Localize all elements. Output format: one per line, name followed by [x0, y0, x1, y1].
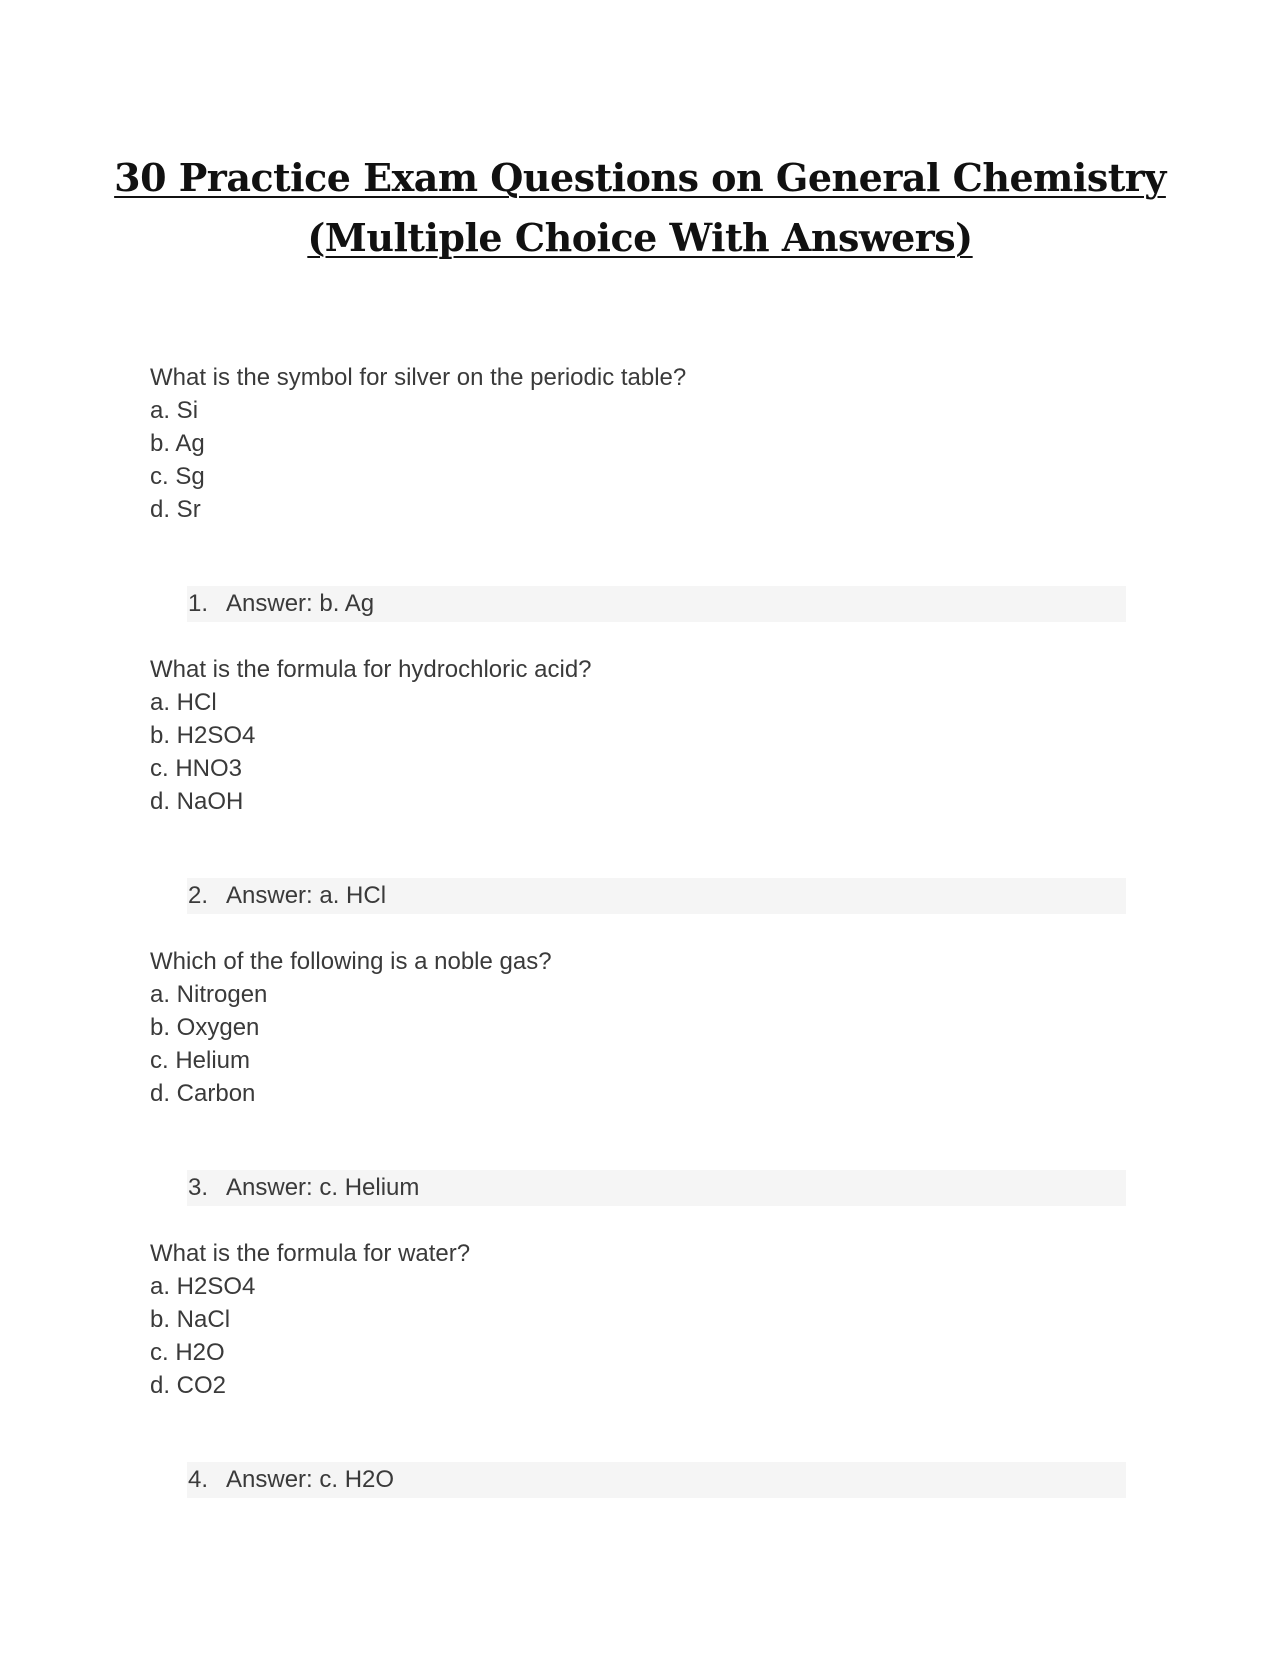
question-block-4: [150, 1237, 1130, 1402]
option-d: d. CO2: [150, 1372, 227, 1399]
question-text: What is the formula for hydrochloric acid?: [150, 656, 592, 683]
answer-box-4: [187, 1462, 1126, 1498]
option-b: b. Oxygen: [150, 1014, 260, 1041]
answer-text: Answer: c. Helium: [226, 1174, 420, 1201]
answer-number: 1.: [188, 590, 209, 617]
answer-number: 4.: [188, 1466, 209, 1493]
option-d: d. NaOH: [150, 788, 244, 815]
answer-box-1: [187, 586, 1126, 622]
option-d: d. Carbon: [150, 1080, 256, 1107]
answer-box-2: [187, 878, 1126, 914]
page-title-line-2: (Multiple Choice With Answers): [307, 215, 973, 260]
answer-text: Answer: c. H2O: [226, 1466, 395, 1493]
option-c: c. H2O: [150, 1339, 225, 1366]
question-block-1: [150, 361, 1130, 526]
option-a: a. H2SO4: [150, 1273, 256, 1300]
page-title: [0, 148, 1280, 268]
question-text: What is the symbol for silver on the periodic table?: [150, 364, 687, 391]
page-title-line-1: 30 Practice Exam Questions on General Chemistry: [114, 155, 1166, 200]
option-d: d. Sr: [150, 496, 201, 523]
question-block-3: [150, 945, 1130, 1110]
option-c: c. Helium: [150, 1047, 251, 1074]
option-a: a. HCl: [150, 689, 217, 716]
option-c: c. HNO3: [150, 755, 243, 782]
option-b: b. H2SO4: [150, 722, 256, 749]
answer-box-3: [187, 1170, 1126, 1206]
answer-number: 3.: [188, 1174, 209, 1201]
option-a: a. Si: [150, 397, 199, 424]
question-text: Which of the following is a noble gas?: [150, 948, 552, 975]
answer-text: Answer: a. HCl: [226, 882, 387, 909]
option-b: b. NaCl: [150, 1306, 231, 1333]
question-block-2: [150, 653, 1130, 818]
option-b: b. Ag: [150, 430, 205, 457]
answer-text: Answer: b. Ag: [226, 590, 375, 617]
option-a: a. Nitrogen: [150, 981, 268, 1008]
option-c: c. Sg: [150, 463, 205, 490]
question-text: What is the formula for water?: [150, 1240, 471, 1267]
answer-number: 2.: [188, 882, 209, 909]
